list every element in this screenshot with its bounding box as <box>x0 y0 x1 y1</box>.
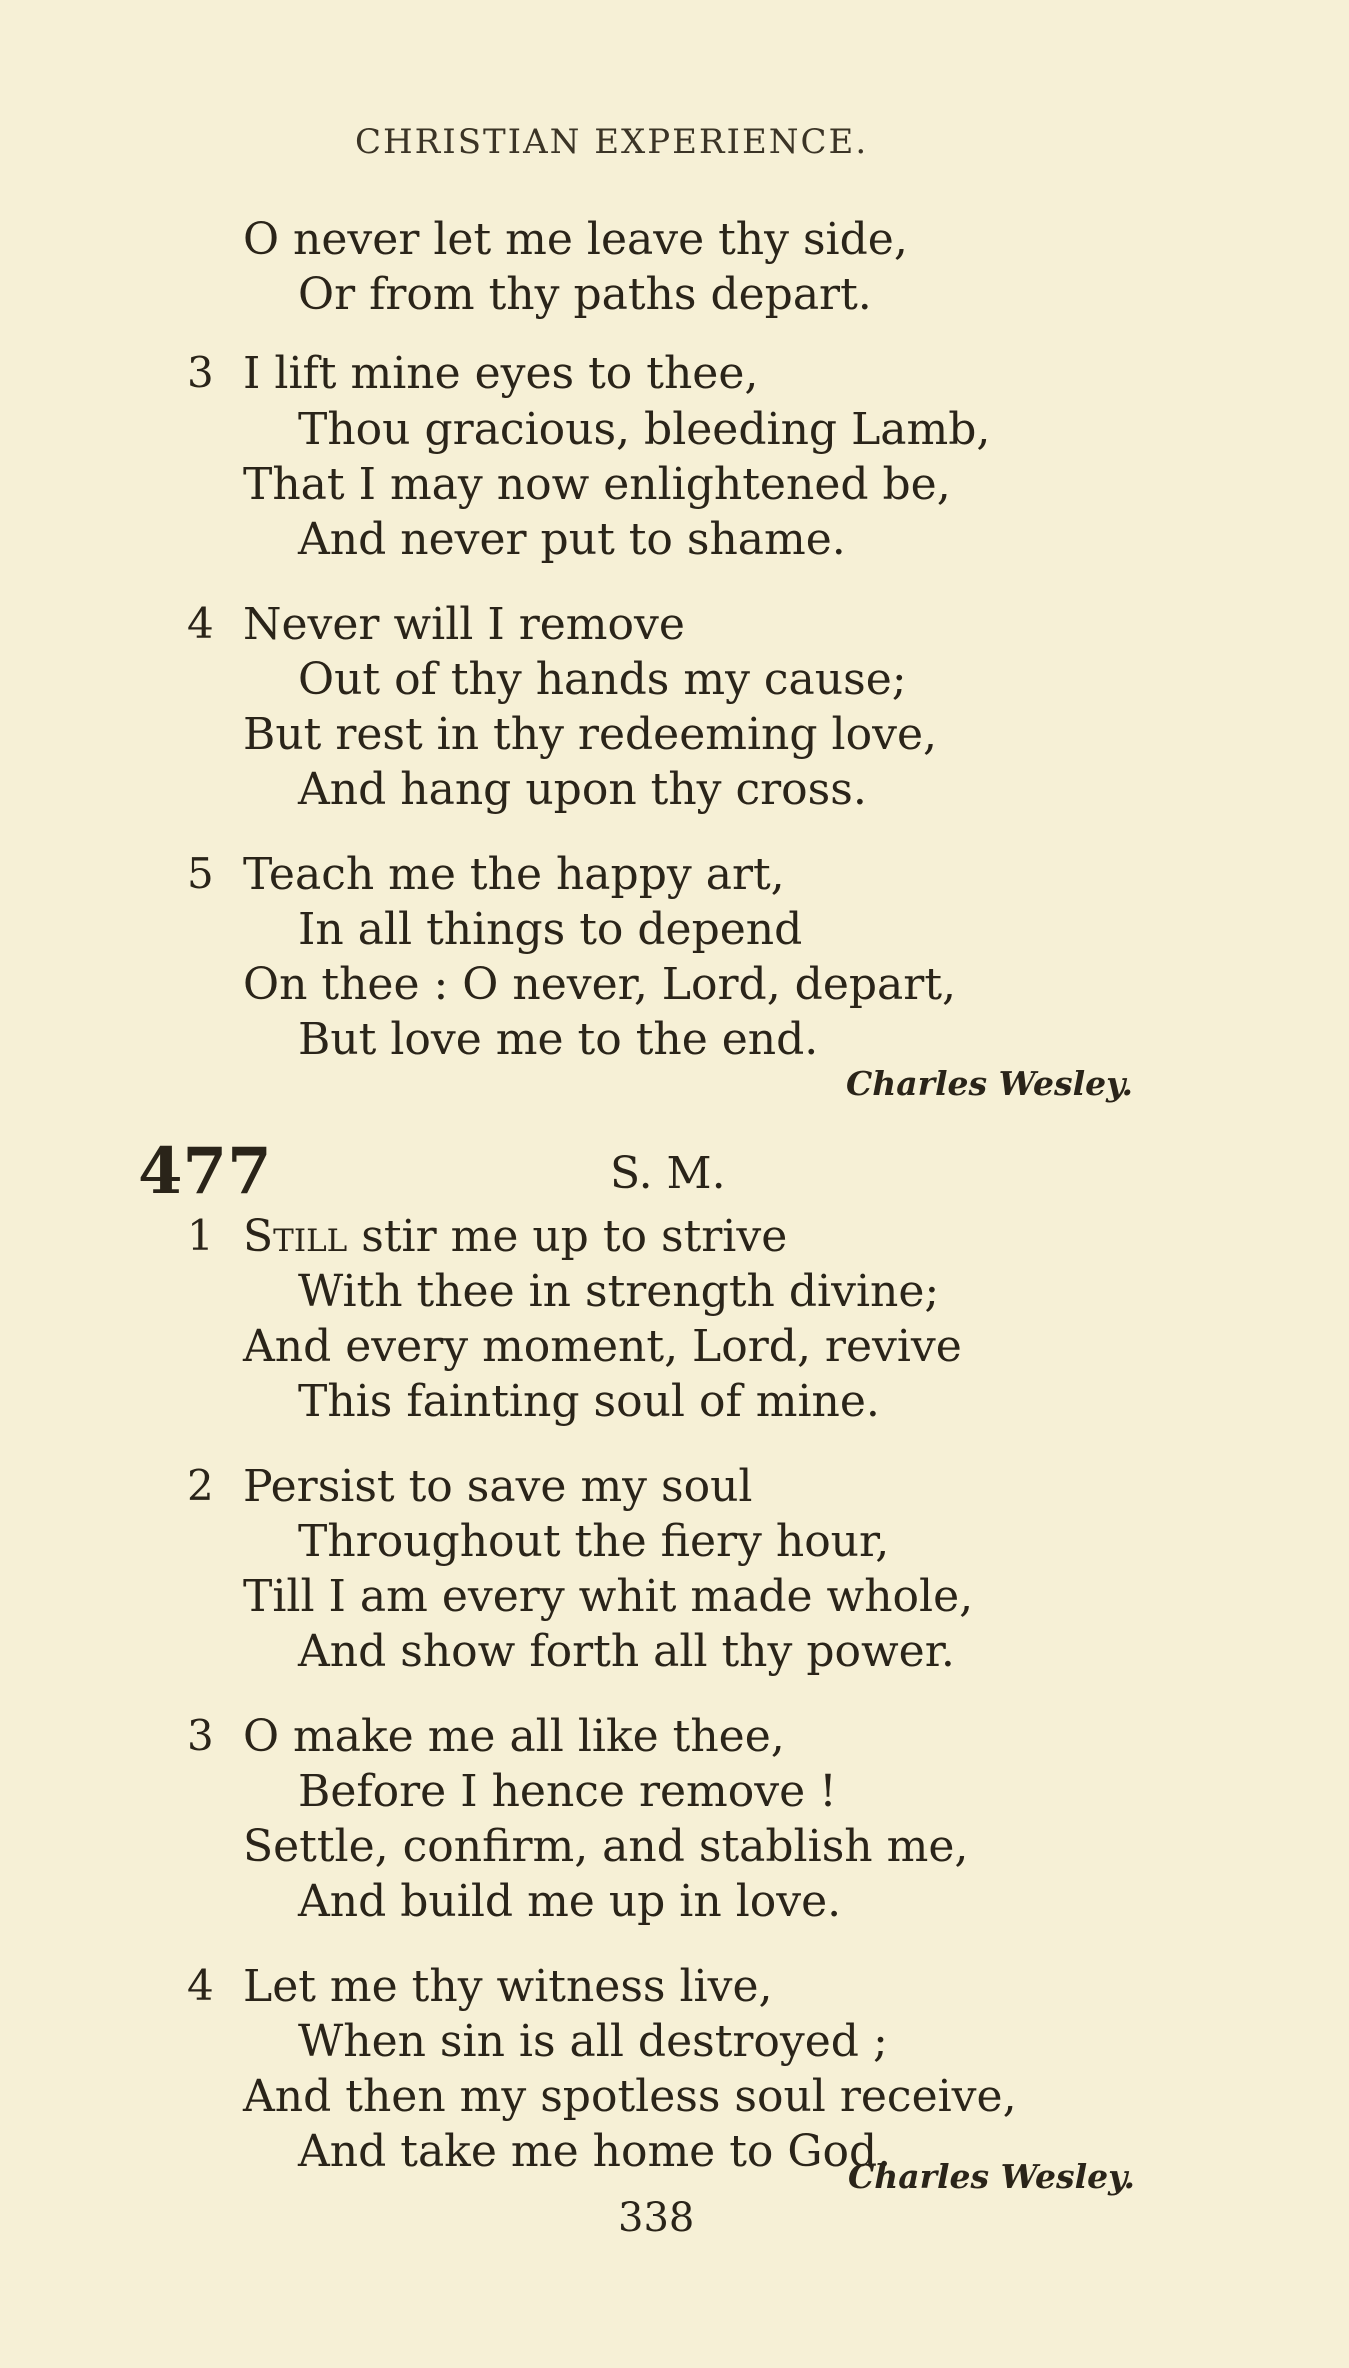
verse-line: But love me to the end. <box>298 1014 819 1065</box>
verse-line: I lift mine eyes to thee, <box>243 348 759 399</box>
verse-line: Till I am every whit made whole, <box>243 1571 974 1622</box>
verse-line-rest: stir me up to strive <box>347 1211 788 1262</box>
stanza-number: 4 <box>187 599 214 648</box>
first-word: Still <box>243 1211 348 1262</box>
verse-line: That I may now enlightened be, <box>243 459 951 510</box>
verse-line: And every moment, Lord, revive <box>243 1321 962 1372</box>
verse-line <box>243 1211 788 1262</box>
page-number: 338 <box>618 2195 695 2241</box>
verse-line: When sin is all destroyed ; <box>298 2016 888 2067</box>
verse-line: Throughout the fiery hour, <box>298 1516 890 1567</box>
verse-line: Or from thy paths depart. <box>298 269 872 320</box>
running-head: CHRISTIAN EXPERIENCE. <box>355 122 869 162</box>
stanza-number: 3 <box>187 1711 214 1760</box>
verse-line: And never put to shame. <box>298 514 846 565</box>
verse-line: And then my spotless soul receive, <box>243 2071 1017 2122</box>
verse-line: With thee in strength divine; <box>298 1266 940 1317</box>
author-attribution: Charles Wesley. <box>848 2157 1135 2196</box>
verse-line: This fainting soul of mine. <box>298 1376 880 1427</box>
hymn-number: 477 <box>138 1134 272 1209</box>
stanza-number: 1 <box>187 1211 214 1260</box>
verse-line: Persist to save my soul <box>243 1461 753 1512</box>
verse-line: And hang upon thy cross. <box>298 764 867 815</box>
verse-line: Teach me the happy art, <box>243 849 785 900</box>
verse-line: But rest in thy redeeming love, <box>243 709 937 760</box>
verse-line: And show forth all thy power. <box>298 1626 955 1677</box>
verse-line: Never will I remove <box>243 599 685 650</box>
stanza-number: 2 <box>187 1461 214 1510</box>
verse-line: O never let me leave thy side, <box>243 214 908 265</box>
verse-line: Out of thy hands my cause; <box>298 654 907 705</box>
verse-line: And build me up in love. <box>298 1876 842 1927</box>
verse-line: Settle, confirm, and stablish me, <box>243 1821 969 1872</box>
stanza-number: 3 <box>187 348 214 397</box>
verse-line: O make me all like thee, <box>243 1711 785 1762</box>
verse-line: And take me home to God. <box>298 2126 892 2177</box>
stanza-number: 4 <box>187 1961 214 2010</box>
verse-line: In all things to depend <box>298 904 803 955</box>
verse-line: Before I hence remove ! <box>298 1766 837 1817</box>
verse-line: On thee : O never, Lord, depart, <box>243 959 956 1010</box>
hymn-meter: S. M. <box>610 1148 726 1199</box>
stanza-number: 5 <box>187 849 214 898</box>
verse-line: Thou gracious, bleeding Lamb, <box>298 404 991 455</box>
verse-line: Let me thy witness live, <box>243 1961 773 2012</box>
author-attribution: Charles Wesley. <box>846 1064 1133 1103</box>
